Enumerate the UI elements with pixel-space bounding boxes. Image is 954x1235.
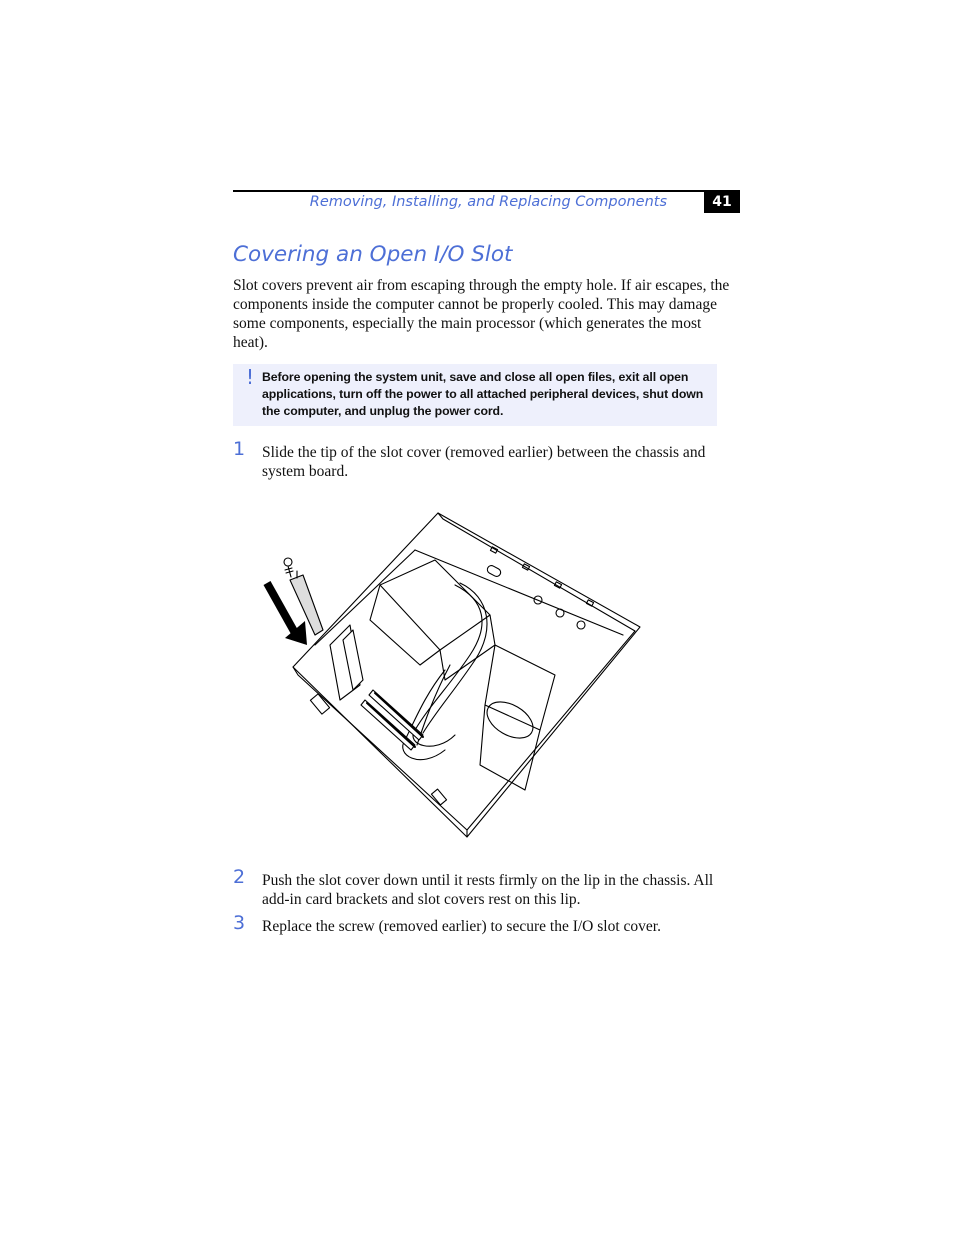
step-number: 1: [233, 438, 246, 460]
step-text: Push the slot cover down until it rests firmly on the lip in the chassis. All add-in card brackets and slot covers rest on this lip.: [262, 872, 714, 908]
warning-text: Before opening the system unit, save and close all open files, exit all open applications, turn off the power to all attached peripheral devices, shut down the computer, and unplug the power cord.: [262, 370, 704, 418]
warning-callout: [233, 364, 717, 426]
intro-paragraph: Slot covers prevent air from escaping through the empty hole. If air escapes, the components inside the computer cannot be properly cooled. This may damage some components, especially the main processor (which generates the most heat).: [233, 277, 730, 351]
chassis-illustration: [255, 505, 650, 845]
warning-icon: !: [246, 365, 255, 389]
step-text: Replace the screw (removed earlier) to secure the I/O slot cover.: [262, 918, 661, 935]
header-rule: [233, 190, 740, 192]
screw-icon: [284, 558, 293, 577]
section-title: Covering an Open I/O Slot: [233, 242, 513, 267]
step-number: 2: [233, 866, 246, 888]
running-header-title: Removing, Installing, and Replacing Components: [309, 194, 667, 210]
page-number: 41: [704, 191, 740, 213]
step-number: 3: [233, 912, 246, 934]
step-text: Slide the tip of the slot cover (removed earlier) between the chassis and system board.: [262, 444, 706, 480]
